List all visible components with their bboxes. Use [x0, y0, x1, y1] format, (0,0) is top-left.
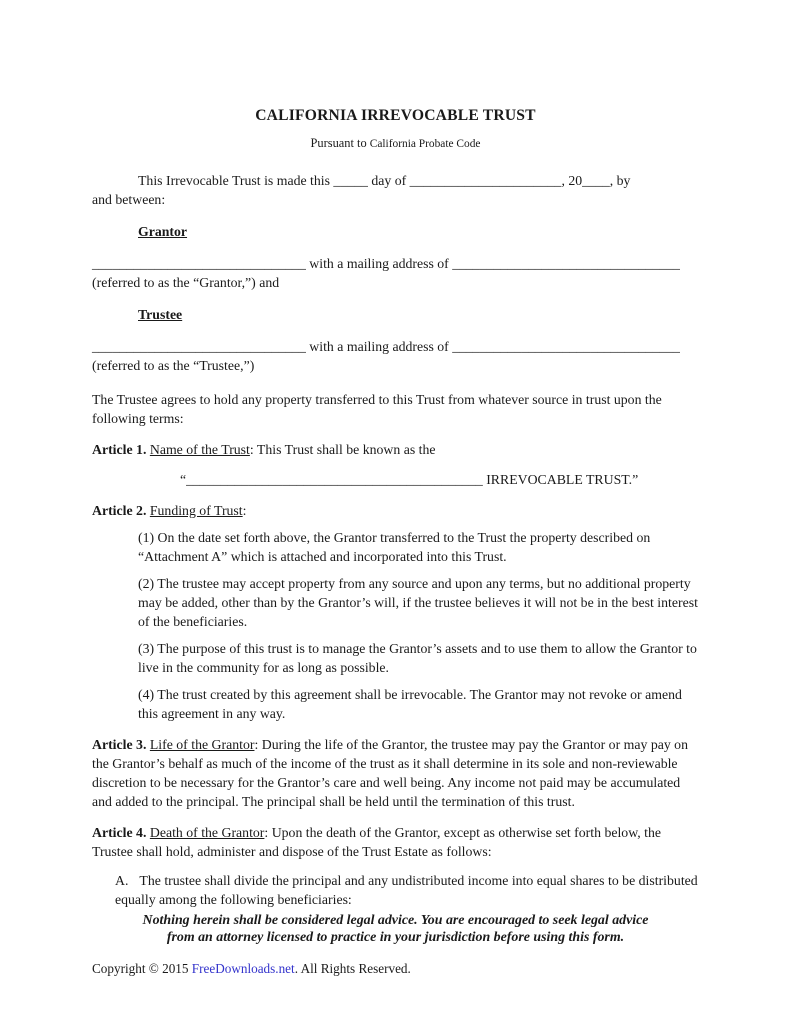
item-a-text: The trustee shall divide the principal and any undistributed income into equal shares to be distributed equally among the following beneficiaries: [115, 873, 698, 907]
copyright-prefix: Copyright © 2015 [92, 961, 192, 976]
intro-line-2: and between: [92, 192, 166, 207]
document-title: CALIFORNIA IRREVOCABLE TRUST [255, 107, 536, 124]
trustee-referred-line: (referred to as the “Trustee,”) [92, 358, 255, 373]
beneficiaries-item-a [115, 871, 699, 909]
grantor-fill-paragraph [92, 254, 699, 292]
trust-name-blank-line: “___________________________________________ IRREVOCABLE TRUST.” [180, 472, 639, 487]
article-3-paragraph [92, 735, 699, 811]
document-subtitle [92, 134, 699, 154]
funding-item-4: (4) The trust created by this agreement shall be irrevocable. The Grantor may not revoke or amend this agreement in any way. [138, 687, 682, 721]
article-3-heading: Life of the Grantor [149, 737, 255, 752]
footer [92, 912, 699, 978]
article-3-text: : During the life of the Grantor, the trustee may pay the Grantor or may pay on the Grantor’s behalf as much of the income of the trust as it shall determine in its sole and non-reviewable discretion to be necessary for the Grantor’s care and well being. Any income not paid may be accumulated and added to the principal. The principal shall be held until the termination of this trust. [92, 737, 688, 809]
article-2-label: Article 2. [92, 503, 147, 518]
trustee-heading: Trustee [138, 307, 183, 322]
article-2-text: : [242, 503, 247, 518]
intro-line-1: This Irrevocable Trust is made this _____ day of ______________________, 20____, by [138, 173, 631, 188]
article-2-paragraph [92, 501, 699, 520]
intro-paragraph [92, 171, 699, 209]
freedownloads-link[interactable]: FreeDownloads.net [191, 961, 295, 976]
article-4-text: : Upon the death of the Grantor, except as otherwise set forth below, the Trustee shall hold, administer and dispose of the Trust Estate as follows: [92, 825, 662, 859]
legal-disclaimer [92, 912, 699, 946]
item-a-label: A. [115, 873, 129, 888]
article-3-label: Article 3. [92, 737, 147, 752]
disclaimer-line-1: Nothing herein shall be considered legal advice. You are encouraged to seek legal advice [142, 913, 649, 928]
article-1-label: Article 1. [92, 442, 147, 457]
article-1-text: : This Trust shall be known as the [249, 442, 436, 457]
grantor-heading: Grantor [138, 224, 188, 239]
trustee-agreement-paragraph: The Trustee agrees to hold any property transferred to this Trust from whatever source in trust upon the following terms: [92, 392, 662, 426]
subtitle-prefix: Pursuant to [310, 136, 370, 150]
copyright-line [92, 959, 699, 978]
trustee-fill-paragraph [92, 337, 699, 375]
article-2-heading: Funding of Trust [149, 503, 243, 518]
article-4-label: Article 4. [92, 825, 147, 840]
grantor-blank-line: _______________________________ with a mailing address of _________________________________ [92, 256, 680, 271]
article-1-paragraph [92, 440, 699, 459]
funding-item-2: (2) The trustee may accept property from any source and upon any terms, but no additional property may be added, other than by the Grantor’s will, if the trustee believes it will not be in the best interest of the beneficiaries. [138, 576, 698, 629]
article-1-heading: Name of the Trust [149, 442, 250, 457]
article-4-heading: Death of the Grantor [149, 825, 265, 840]
grantor-referred-line: (referred to as the “Grantor,”) and [92, 275, 280, 290]
copyright-suffix: . All Rights Reserved. [294, 961, 411, 976]
disclaimer-line-2: from an attorney licensed to practice in your jurisdiction before using this form. [166, 930, 625, 945]
subtitle-statute: California Probate Code [369, 138, 481, 150]
funding-item-1: (1) On the date set forth above, the Grantor transferred to the Trust the property described on “Attachment A” which is attached and incorporated into this Trust. [138, 530, 651, 564]
article-4-paragraph [92, 823, 699, 861]
funding-item-3: (3) The purpose of this trust is to manage the Grantor’s assets and to use them to allow the Grantor to live in the community for as long as possible. [138, 641, 697, 675]
trustee-blank-line: _______________________________ with a mailing address of _________________________________ [92, 339, 680, 354]
